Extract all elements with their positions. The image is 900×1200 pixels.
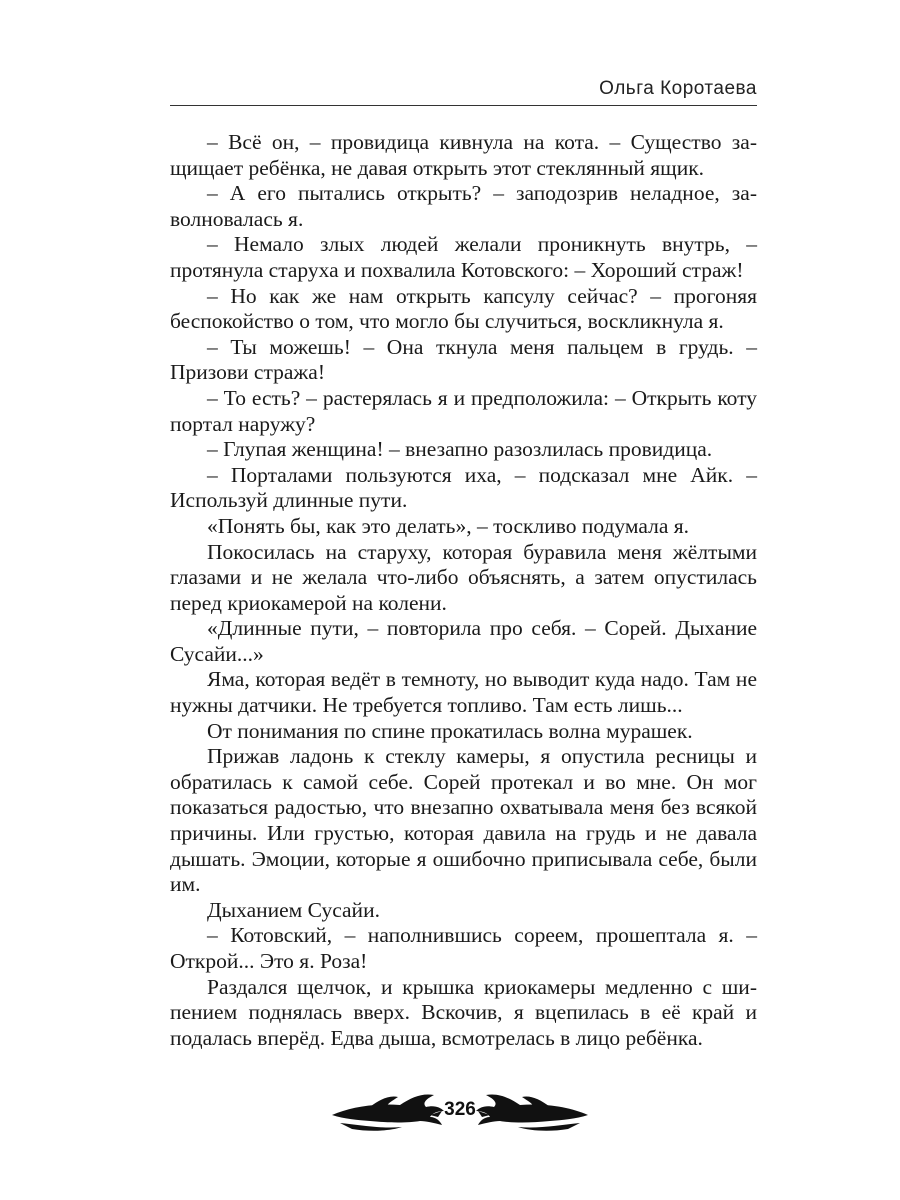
header-rule <box>170 105 757 106</box>
paragraph-6: – То есть? – растерялась я и предположила: – Открыть коту портал наружу? <box>170 385 757 436</box>
paragraph-8: – Порталами пользуются иха, – подсказал мне Айк. – Используй длинные пути. <box>170 462 757 513</box>
paragraph-3: – Немало злых людей желали проникнуть внутрь, – протянула старуха и похвалила Котовского: – Хороший страж! <box>170 232 757 282</box>
paragraph-9: «Понять бы, как это делать», – тоскливо подумала я. <box>207 513 689 538</box>
paragraph-14: Прижав ладонь к стеклу камеры, я опустила ресницы и обратилась к самой себе. Сорей протекал и во мне. Он мог показаться радостью, что внезапно охватывала меня без всякой причины. Или грустью, которая давила на грудь и не давала дышать. Эмоции, которые я ошибочно приписывала себе, были им. <box>170 744 757 897</box>
paragraph-13: От понимания по спине прокатилась волна мурашек. <box>207 718 693 743</box>
paragraph-10: Покосилась на старуху, которая буравила меня жёлтыми глазами и не желала что-либо объяснять, а затем опустилась перед криокамерой на колени. <box>170 539 757 615</box>
paragraph-12: Яма, которая ведёт в темноту, но выводит куда надо. Там не нужны датчики. Не требуется топливо. Там есть лишь... <box>170 667 757 718</box>
paragraph-5: – Ты можешь! – Она ткнула меня пальцем в грудь. – Призови стража! <box>170 334 757 385</box>
running-head-author: Ольга Коротаева <box>599 78 757 99</box>
page-number: 326 <box>444 1099 476 1120</box>
paragraph-11: «Длинные пути, – повторила про себя. – Сорей. Дыхание Сусайи...» <box>170 616 757 666</box>
paragraph-7: – Глупая женщина! – внезапно разозлилась провидица. <box>207 437 713 462</box>
paragraph-15: Дыханием Сусайи. <box>207 897 380 922</box>
paragraph-2: – А его пытались открыть? – заподозрив неладное, заволновалась я. <box>170 181 757 231</box>
paragraph-4: – Но как же нам открыть капсулу сейчас? – прогоняя беспокойство о том, что могло бы случиться, воскликнула я. <box>170 283 757 334</box>
page-footer <box>330 1085 590 1135</box>
paragraph-17: Раздался щелчок, и крышка криокамеры медленно с шипением поднялась вверх. Вскочив, я вцепилась в её край и подалась вперёд. Едва дыша, всмотрелась в лицо ребёнка. <box>170 974 757 1050</box>
paragraph-1: – Всё он, – провидица кивнула на кота. – Существо защищает ребёнка, не давая открыть этот стеклянный ящик. <box>170 130 757 180</box>
body-text <box>170 130 757 1051</box>
paragraph-16: – Котовский, – наполнившись сореем, прошептала я. – Открой... Это я. Роза! <box>170 923 757 973</box>
